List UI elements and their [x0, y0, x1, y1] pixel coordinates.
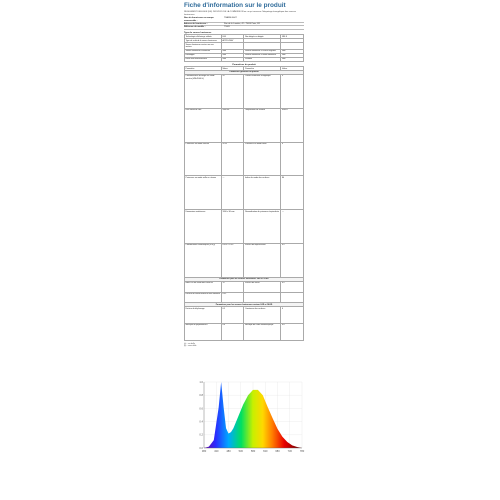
table-row	[185, 292, 304, 303]
supplier-row: Nom du fournisseur ou marque commerciale : TRANSLIGHT	[184, 17, 304, 23]
x-tick-label: 630	[263, 450, 268, 453]
table-cell: Variable	[244, 57, 281, 61]
table-cell: Non	[281, 49, 304, 53]
regulation-reference: REGLEMENT DELEGUE (UE) 2019/2015 DE LA COMMISSION en ce qui concerne l'étiquetage énergétique des sources lumineuses	[184, 11, 296, 16]
table-cell: Facteur de conservation du flux lumineux	[185, 292, 222, 303]
x-tick-label: 780	[299, 450, 305, 453]
table-row	[185, 281, 304, 292]
table-cell: Non	[281, 53, 304, 57]
x-tick-label: 380	[201, 450, 207, 453]
section-product-parameters: Paramètres du produit	[232, 63, 256, 66]
spectrum-area	[204, 382, 302, 448]
table-cell: 20	[221, 75, 244, 109]
table-cell: Non	[221, 49, 244, 53]
table-cell: Puissance en mode veille	[244, 142, 281, 176]
table-row	[185, 176, 304, 210]
table-cell: Non	[221, 57, 244, 61]
table-cell: Facteur de déphasage	[185, 307, 222, 324]
table-cell: 0.9	[281, 281, 304, 292]
table-cell: Type de culot de la source lumineuse	[185, 39, 222, 43]
table-cell: Écran anti-éblouissement	[185, 57, 222, 61]
table-cell: Métrique de l'effet stroboscopique	[244, 324, 281, 341]
table-cell: Source lumineuse à haute luminance	[244, 53, 281, 57]
table-cell: 2000 lm	[221, 108, 244, 142]
header-cell: Valeur	[281, 67, 304, 71]
table-cell: 1200 x 30 mm	[221, 210, 244, 244]
table-cell: Métrique du papillotement	[185, 324, 222, 341]
table-cell: Facteur de survie	[244, 281, 281, 292]
y-tick-label: 0.4	[199, 420, 203, 424]
table-cell: Source lumineuse secteur ou non secteur	[185, 43, 222, 49]
table-row	[185, 142, 304, 176]
table-cell: Revendication de puissance équivalente	[244, 210, 281, 244]
table-cell: Non dirigée ou dirigée	[244, 35, 281, 39]
table-cell: Indice R9 de rendu des couleurs	[185, 281, 222, 292]
led-parameters-heading: Paramètres pour les sources lumineuses LED et OLED	[185, 277, 304, 281]
supplier-info	[184, 17, 304, 30]
table-row	[185, 307, 304, 324]
x-tick-label: 530	[238, 450, 243, 453]
table-cell	[244, 292, 281, 303]
product-information-sheet	[184, 2, 304, 348]
footnote: (a) : sur dalle	[184, 342, 196, 345]
table-row	[185, 324, 304, 341]
section-light-source-type: Type de source lumineuse	[184, 31, 212, 34]
table-cell: Source lumineuse à couleur réglable	[244, 49, 281, 53]
model-row: Référence du modèle : T5003	[184, 26, 304, 29]
table-row	[185, 57, 304, 61]
mains-parameters-heading: Paramètres pour les sources lumineuses secteur LED et OLED	[185, 303, 304, 307]
table-cell: 0	[281, 142, 304, 176]
footnote: (b) : sans dalle	[184, 345, 197, 348]
table-cell: F	[281, 75, 304, 109]
table-cell: Enveloppe	[185, 53, 222, 57]
table-cell: 6500 K	[281, 108, 304, 142]
table-cell: Indice de rendu des couleurs	[244, 176, 281, 210]
x-tick-labels	[202, 449, 305, 453]
y-tick-label: 1.0	[199, 380, 203, 384]
table-row	[185, 108, 304, 142]
table-cell: 0.9	[281, 243, 304, 277]
table-cell: 0.313 / 0.337	[221, 243, 244, 277]
table-cell	[281, 292, 304, 303]
table-cell: Constance des couleurs	[244, 307, 281, 324]
x-tick-label: 580	[250, 450, 256, 453]
table-cell: LED	[221, 35, 244, 39]
x-tick-label: 730	[287, 450, 292, 453]
table-cell: Facteur de déplacement	[244, 243, 281, 277]
sheet-title: Fiche d'information sur le produit	[184, 2, 286, 9]
table-row	[185, 243, 304, 277]
table-cell: Dimensions extérieures	[185, 210, 222, 244]
table-cell: —	[281, 210, 304, 244]
table-cell: NDLS	[281, 35, 304, 39]
header-cell: Paramètre	[185, 67, 222, 71]
table-cell: Température de couleur	[244, 108, 281, 142]
table-cell: Puissance en mode veille en réseau	[185, 176, 222, 210]
table-cell: 20 W	[221, 142, 244, 176]
table-row	[185, 75, 304, 109]
table-cell: Coordonnées chromatiques (x et y)	[185, 243, 222, 277]
y-tick-label: 0.0	[199, 446, 203, 450]
table-cell: Non	[281, 57, 304, 61]
y-tick-labels	[199, 380, 203, 450]
table-cell: Puissance en mode marche	[185, 142, 222, 176]
y-tick-label: 0.2	[199, 433, 203, 437]
table-cell: Technologie d'éclairage utilisée	[185, 35, 222, 39]
table-cell: 6	[281, 307, 304, 324]
general-parameters-heading: Paramètres généraux du produit	[185, 71, 304, 75]
address-row: Adresse du fournisseur : Rue de la Lumière, 42 - 75000 Paris, FR	[184, 23, 304, 26]
table-cell: 0.95	[221, 292, 244, 303]
table-cell: 80	[281, 176, 304, 210]
y-tick-label: 0.8	[199, 394, 203, 398]
header-cell: Valeur	[221, 67, 244, 71]
table-cell: Classe d'efficacité énergétique	[244, 75, 281, 109]
table-cell: 0.4	[281, 324, 304, 341]
header-cell: Paramètre	[244, 67, 281, 71]
table-cell: Flux lumineux utile	[185, 108, 222, 142]
footnotes	[184, 343, 304, 348]
table-cell: Non	[221, 53, 244, 57]
table-cell: AC220-240V	[221, 39, 244, 43]
table-cell: 15	[221, 281, 244, 292]
spectral-power-distribution-chart	[196, 378, 306, 463]
x-tick-label: 680	[275, 450, 280, 453]
table-cell: 0.4	[221, 324, 244, 341]
table-cell: Consommation d'énergie en mode marche (kWh/1000 h)	[185, 75, 222, 109]
table-cell: —	[221, 176, 244, 210]
x-tick-label: 480	[226, 450, 231, 453]
table-cell: 0.5	[221, 307, 244, 324]
table-row	[185, 210, 304, 244]
table-cell: Source lumineuse connectée	[185, 49, 222, 53]
y-tick-label: 0.6	[199, 407, 203, 411]
x-tick-label: 430	[214, 450, 219, 453]
